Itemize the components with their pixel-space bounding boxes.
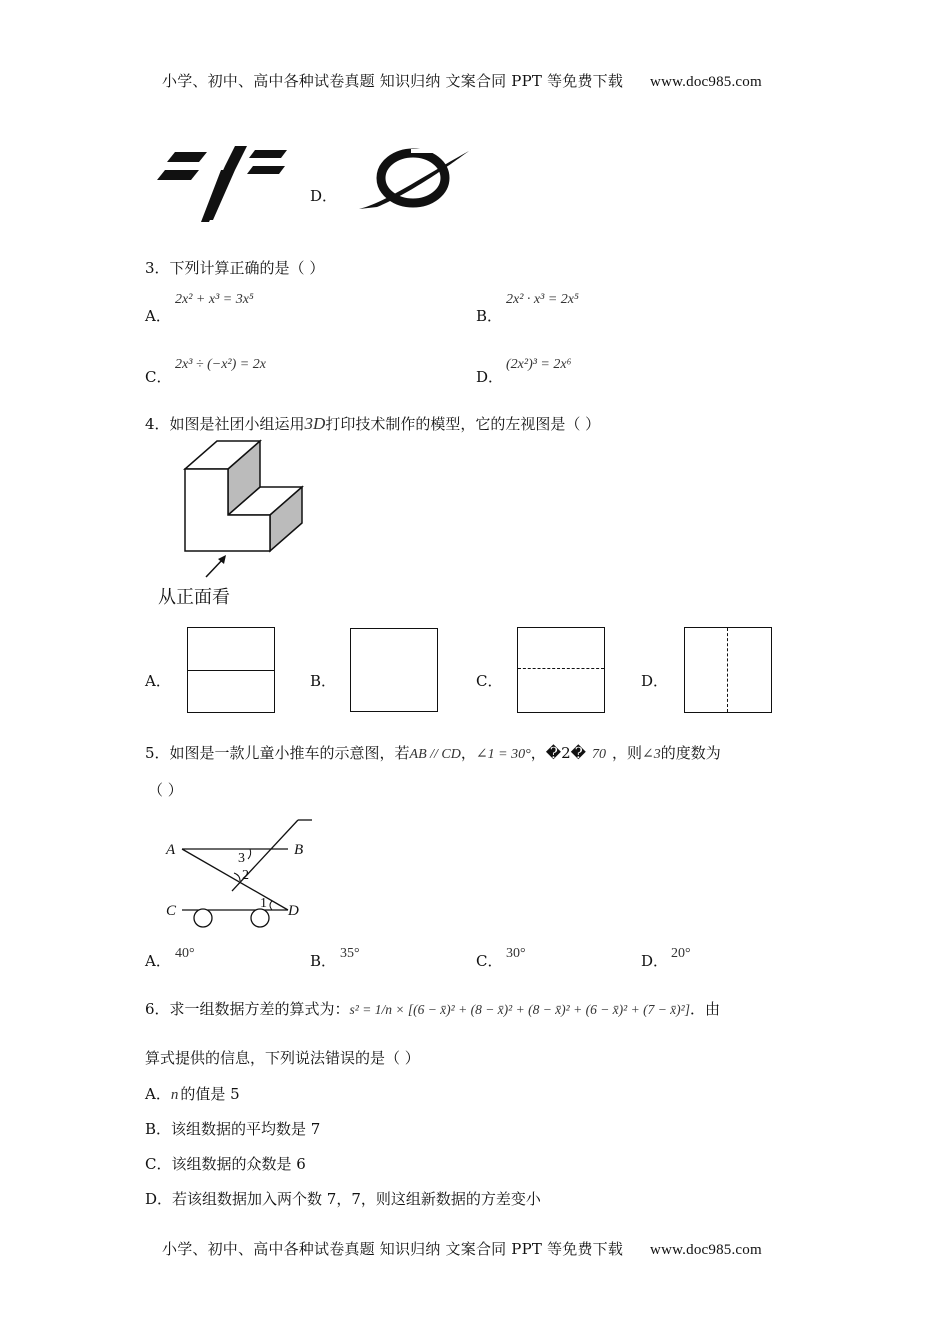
q6-option-d <box>145 1188 541 1209</box>
q3-option-c-expr: 2x³ ÷ (−x²) = 2x <box>175 357 266 372</box>
q5-angle-2: 2 <box>242 868 249 883</box>
q6-option-b-text: 该组数据的平均数是 7 <box>171 1120 321 1138</box>
page-header <box>162 70 762 91</box>
q4-stem <box>145 413 600 434</box>
q6-option-b <box>145 1118 320 1139</box>
q5-math-3: 70 <box>592 747 607 762</box>
q5-stem-line2: （ ） <box>148 781 183 799</box>
q5-label-d: D <box>288 903 299 919</box>
q6-option-a-text: 的值是 5 <box>180 1085 240 1103</box>
q5-stroller-figure <box>160 815 330 935</box>
q6-stem-pre: 6．求一组数据方差的算式为： <box>145 1000 350 1018</box>
q4-option-b-label: B． <box>310 672 337 690</box>
q5-option-b-value: 35° <box>340 946 360 961</box>
q4-option-c-figure <box>517 627 605 713</box>
q5-math-2: ∠1 = 30° <box>475 747 531 762</box>
q6-option-d-text: 若该组数据加入两个数 7，7，则这组新数据的方差变小 <box>172 1190 541 1208</box>
q4-option-a-label: A． <box>145 672 171 690</box>
q3-option-b-expr: 2x² · x³ = 2x⁵ <box>506 292 579 307</box>
q4-stem-math: 3D <box>304 414 326 433</box>
q5-stem-mid: ，则 <box>612 744 643 762</box>
q6-option-c-text: 该组数据的众数是 6 <box>171 1155 306 1173</box>
q5-label-c: C <box>166 903 177 919</box>
q6-stem <box>145 998 720 1019</box>
q5-math-4: ∠3 <box>642 747 661 762</box>
q6-stem-post: ．由 <box>689 1000 720 1018</box>
q6-option-a-label: A． <box>145 1085 171 1103</box>
q4-caption: 从正面看 <box>158 587 230 608</box>
q2-option-d-label: D． <box>310 187 338 205</box>
q5-math-1: AB // CD <box>409 747 461 762</box>
q2-option-c-logo <box>155 140 290 225</box>
q3-option-c-label: C． <box>145 368 172 386</box>
footer-url[interactable]: www.doc985.com <box>650 1242 762 1258</box>
q5-option-d-value: 20° <box>671 946 691 961</box>
q6-option-c <box>145 1153 306 1174</box>
q2-option-d-logo <box>355 145 475 215</box>
q3-option-d-expr: (2x²)³ = 2x⁶ <box>506 357 572 372</box>
q5-angle-3: 3 <box>238 851 245 866</box>
q5-label-b: B <box>294 842 304 858</box>
q4-option-d-label: D． <box>641 672 669 690</box>
q5-stem-post: 的度数为 <box>660 744 721 762</box>
q6-stem-line2: 算式提供的信息，下列说法错误的是（ ） <box>145 1049 420 1067</box>
q4-model-figure <box>180 440 310 585</box>
header-text: 小学、初中、高中各种试卷真题 知识归纳 文案合同 PPT 等免费下载 <box>162 72 624 90</box>
q5-option-a-value: 40° <box>175 946 195 961</box>
q6-option-b-label: B． <box>145 1120 172 1138</box>
page-footer <box>162 1238 762 1259</box>
q4-option-c-label: C． <box>476 672 503 690</box>
footer-text: 小学、初中、高中各种试卷真题 知识归纳 文案合同 PPT 等免费下载 <box>162 1240 624 1258</box>
q4-option-a-figure <box>187 627 275 713</box>
q5-option-c-value: 30° <box>506 946 526 961</box>
q3-option-d-label: D． <box>476 368 504 386</box>
q5-stem <box>145 742 721 763</box>
q4-option-d-figure <box>684 627 772 713</box>
q4-stem-post: 打印技术制作的模型，它的左视图是（ ） <box>325 415 601 433</box>
q5-garbled: �2� <box>545 744 587 762</box>
q3-option-a-label: A． <box>145 307 171 325</box>
q3-option-a-expr: 2x² + x³ = 3x⁵ <box>175 292 254 307</box>
q5-angle-1: 1 <box>260 896 267 911</box>
q3-stem: 3．下列计算正确的是（ ） <box>145 259 325 277</box>
q5-option-c-label: C． <box>476 952 503 970</box>
q6-option-a <box>145 1083 240 1104</box>
q6-option-d-label: D． <box>145 1190 173 1208</box>
header-url[interactable]: www.doc985.com <box>650 74 762 90</box>
q6-option-a-math: n <box>170 1087 179 1103</box>
q5-option-a-label: A． <box>145 952 171 970</box>
q6-formula: s² = 1/n × [(6 − x̄)² + (8 − x̄)² + (8 − x̄)² + (6 − x̄)² + (7 − x̄)²] <box>349 1002 690 1017</box>
q6-option-c-label: C． <box>145 1155 172 1173</box>
q5-sep-2: ， <box>530 744 546 762</box>
q3-option-b-label: B． <box>476 307 503 325</box>
q5-stem-pre: 5．如图是一款儿童小推车的示意图，若 <box>145 744 410 762</box>
q4-stem-pre: 4．如图是社团小组运用 <box>145 415 305 433</box>
q4-option-b-figure <box>350 628 438 712</box>
q5-option-b-label: B． <box>310 952 337 970</box>
q5-sep-1: ， <box>460 744 476 762</box>
q5-option-d-label: D． <box>641 952 669 970</box>
q5-label-a: A <box>166 842 176 858</box>
